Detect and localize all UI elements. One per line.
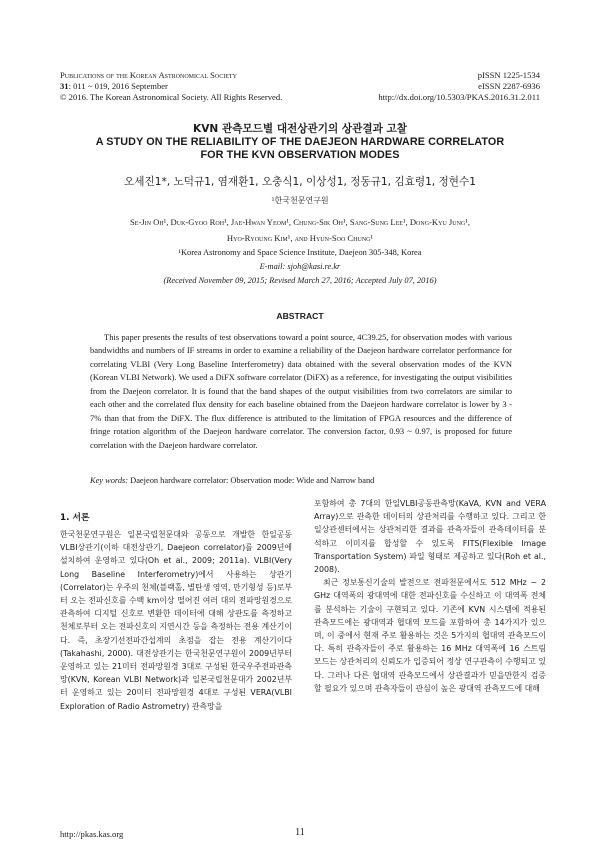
- english-authors-line2: Hyo-Ryoung Kim¹, and Hyun-Soo Chung¹: [226, 233, 374, 243]
- korean-authors: 오세진1*, 노덕규1, 염재환1, 오충식1, 이상성1, 정동규1, 김효령1, 정현수1: [124, 176, 476, 188]
- korean-title: KVN 관측모드별 대전상관기의 상관결과 고찰: [193, 123, 407, 135]
- email[interactable]: E-mail: sjoh@kasi.re.kr: [259, 262, 341, 271]
- intro-paragraph-1: 한국천문연구원은 일본국립천문대와 공동으로 개발한 한일공동VLBI상관기(이하 대전상관기, Daejeon correlator)를 2009년에 설치하여 운영하고 있다(Oh et al., 2009; 2011a). VLBI(Very Long Baseline Interferometry)에서 사용하는 상관기(Correlator)는 우주의 천체(블랙홀, 별탄생 영역, 만기형성 등)로부터 오는 전파신호를 수백 km이상 떨어진 여러 대의 전파망원경으로 관측하여 디지털 신호로 변환한 데이터에 대해 상관도를 측정하고 천체로부터 오는 전파신호의 지연시간 등을 측정하는 전용 계산기이다. 즉, 초장기선전파간섭계의 초점을 잡는 전용 계산기이다(Takahashi, 2000). 대전상관기는 한국천문연구원이 2009년부터 운영하고 있는 21미터 전파망원경 3대로 구성된 한국우주전파관측망(KVN, Korean VLBI Network)과 일본국립천문대가 2002년부터 운영하고 있는 20미터 전파망원경 4대로 구성된 VERA(VLBI Exploration of Radio Astrometry) 관측망을: [60, 530, 293, 711]
- copyright-line: © 2016. The Korean Astronomical Society. All Rights Reserved.: [60, 92, 283, 103]
- intro-paragraph-3: 최근 정보통신기술의 발전으로 전파천문에서도 512 MHz ~ 2 GHz 대역폭의 광대역에 대한 전파신호를 수신하고 이 대역폭 전체를 분석하는 기술이 구현되고 있다. 기존에 KVN 시스템에 적용된 관측모드에는 광대역과 협대역 모드를 포함하여 총 14가지가 있으며, 이 중에서 현재 주로 활용하는 것은 5가지의 협대역 관측모드이다. 특히 관측자들이 주로 활용하는 16 MHz 대역폭에 16 스트림 모드는 상관처리의 신뢰도가 입증되어 정상 연구관측이 수행되고 있다. 그러나 다른 협대역 관측모드에서 상관결과가 믿을만한지 검증할 필요가 있으며 관측자들이 관심이 높은 광대역 관측모드에 대해: [314, 578, 546, 693]
- pissn: pISSN 1225-1534: [477, 70, 540, 80]
- journal-header-right: [340, 70, 540, 104]
- pages-date: : 011 ~ 019, 2016 September: [68, 81, 168, 92]
- journal-name: Publications of the Korean Astronomical Society: [60, 70, 237, 80]
- volume-number: 31: [60, 81, 69, 92]
- affiliation: ¹Korea Astronomy and Space Science Institute, Daejeon 305-348, Korea: [178, 248, 422, 257]
- section-heading-introduction: 1. 서론: [60, 513, 90, 523]
- intro-paragraph-2: 포함하여 총 7대의 한일VLBI공동관측망(KaVA, KVN and VERA Array)으로 관측한 데이터의 상관처리를 수행하고 있다. 그리고 한일상관센터에서는 상관처리한 결과를 관측자들이 관측데이터를 분석하고 이미지를 합성할 수 있도록 FITS(Flexible Image Transportation System) 파일 형태로 제공하고 있다(Roh et al., 2008).: [314, 499, 546, 575]
- english-authors-line1: Se-Jin Oh¹, Duk-Gyoo Roh¹, Jae-Hwan Yeom¹, Chung-Sik Oh¹, Sang-Sung Lee¹, Dong-Kyu Jung¹,: [130, 217, 470, 227]
- keywords-label: Key words:: [90, 476, 129, 485]
- doi-link[interactable]: http://dx.doi.org/10.5303/PKAS.2016.31.2.011: [378, 92, 540, 103]
- english-title-line2: FOR THE KVN OBSERVATION MODES: [200, 149, 400, 161]
- left-column: [60, 528, 292, 713]
- right-column: [314, 497, 546, 695]
- keywords-text: Daejeon hardware correlator: Observation mode: Wide and Narrow band: [130, 476, 375, 485]
- footer-url[interactable]: http://pkas.kas.org: [60, 829, 124, 839]
- page-number: 11: [295, 827, 305, 838]
- abstract-body: [90, 331, 512, 452]
- abstract-text: This paper presents the results of test observations toward a point source, 4C39.25, for observation modes with various bandwidths and numbers of IF streams in order to examine a reliability of the Daejeon hardware correlator performance for correlating VLBI (Very Long Baseline Interferometry) data obtained with the several observation modes of the KVN (Korean VLBI Network). We used a DiFX software correlator (DiFX) as a reference, for investigating the output visibilities from the Daejeon correlator. It is found that the band shapes of the output visibilities from two correlators are similar to each other and the correlated flux density for each baseline obtained from the Daejeon hardware correlator is lower by 3 - 7% than that from the DiFX. The flux difference is attributed to the limitation of FPGA resources and the difference of fringe rotation algorithm of the Daejeon hardware correlator. The conversion factor, 0.93 ~ 0.97, is proposed for future correlation with the Daejeon hardware correlator.: [90, 332, 512, 450]
- english-title-line1: A STUDY ON THE RELIABILITY OF THE DAEJEON HARDWARE CORRELATOR: [95, 136, 505, 148]
- eissn: eISSN 2287-6936: [478, 81, 540, 92]
- abstract-heading: ABSTRACT: [276, 311, 324, 321]
- korean-affiliation: ¹한국천문연구원: [271, 196, 329, 205]
- keywords: [90, 476, 520, 485]
- received-dates: (Received November 09, 2015; Revised March 27, 2016; Accepted July 07, 2016): [163, 276, 437, 285]
